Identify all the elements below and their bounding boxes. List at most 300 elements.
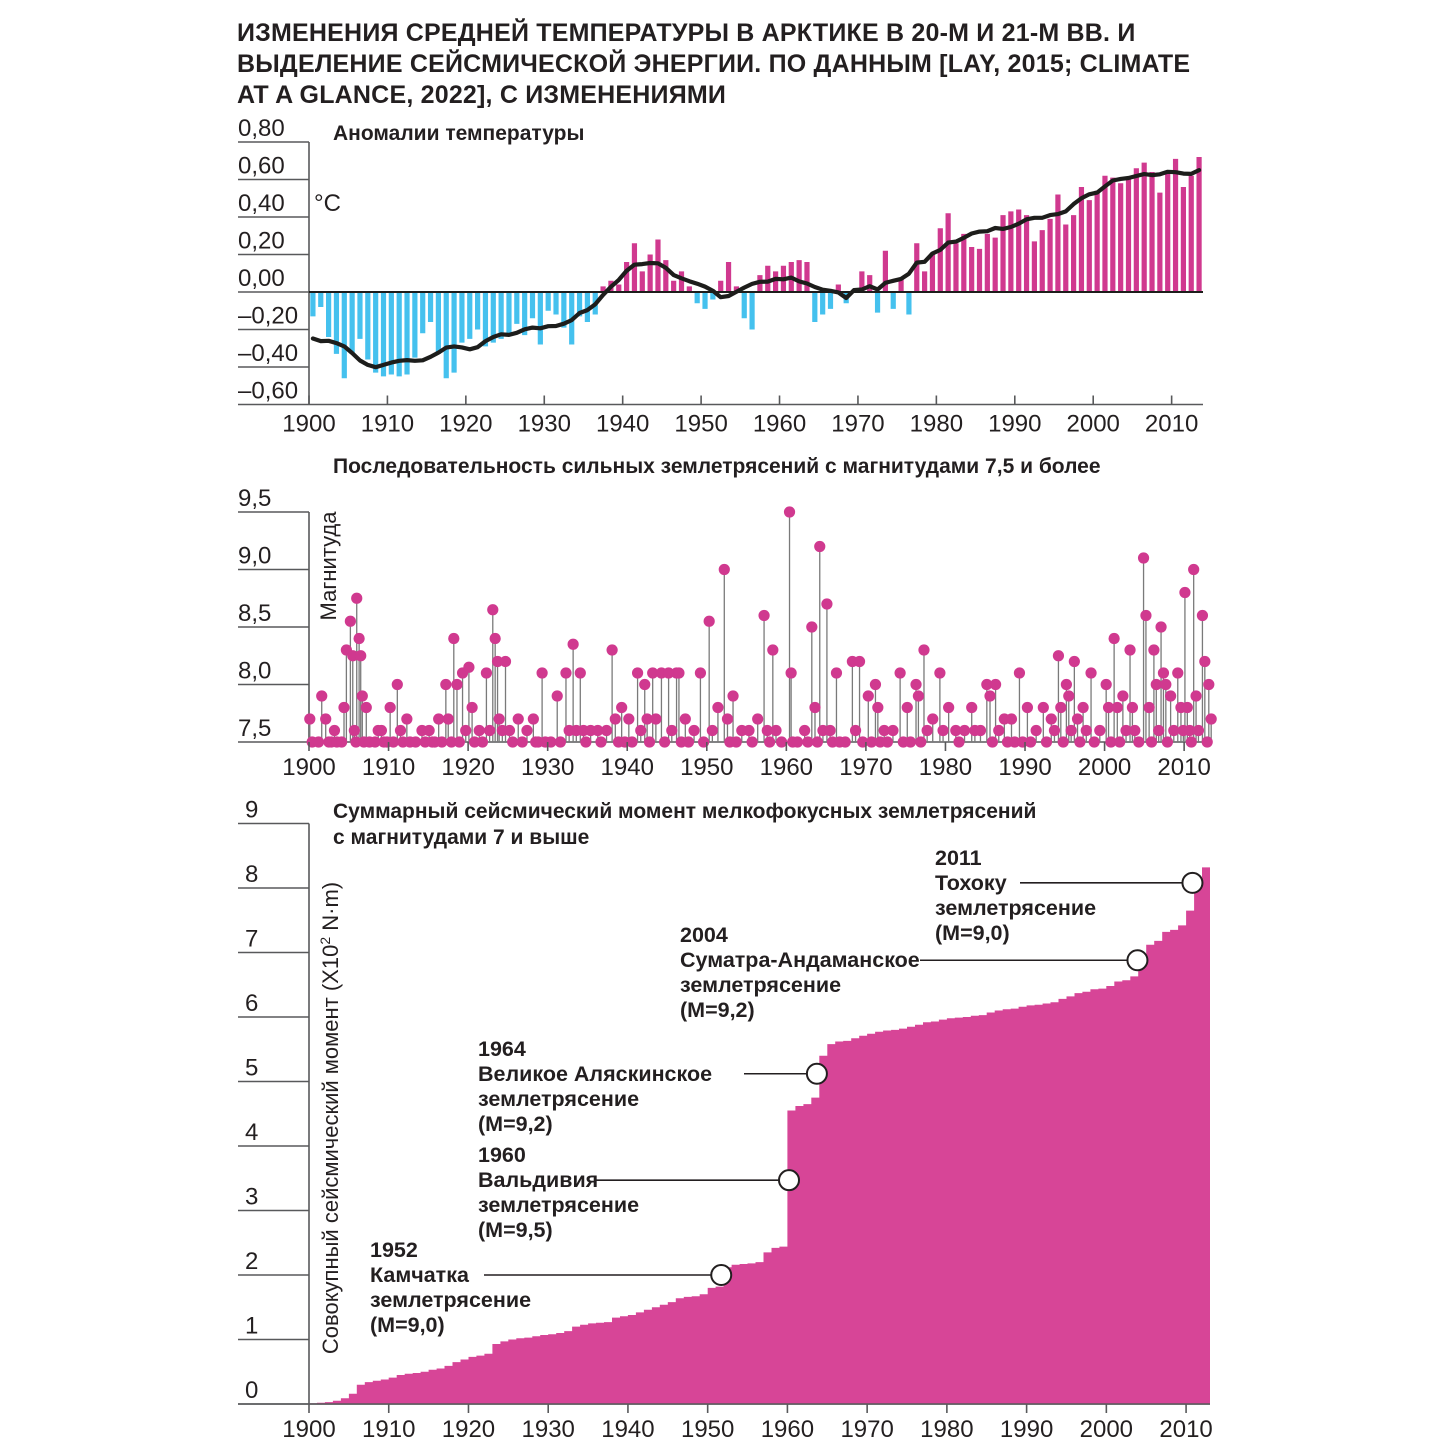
earthquake-dot: [905, 736, 916, 747]
temperature-bar: [538, 292, 543, 345]
annotation-marker: [711, 1265, 731, 1285]
y-tick-label: 3: [245, 1183, 259, 1211]
x-tick-label: 1990: [999, 1416, 1054, 1440]
earthquake-dot: [959, 725, 970, 736]
temperature-bar: [922, 271, 927, 292]
earthquake-dot: [747, 736, 758, 747]
annotation-marker: [779, 1170, 799, 1190]
y-tick-label: 7: [245, 925, 259, 953]
earthquake-dot: [1168, 725, 1179, 736]
earthquake-dot: [595, 736, 606, 747]
x-tick-label: 1990: [998, 754, 1052, 781]
earthquake-dot: [882, 736, 893, 747]
temperature-bar: [444, 292, 449, 378]
earthquake-dot: [338, 702, 349, 713]
x-tick-label: 2000: [1079, 1416, 1134, 1440]
y-tick-label: –0,40: [238, 340, 299, 367]
temperature-bar: [553, 292, 558, 315]
temperature-bar: [326, 292, 331, 337]
annotation-year: 1960: [478, 1143, 526, 1168]
earthquake-dot: [895, 667, 906, 678]
temperature-bar: [1102, 176, 1107, 292]
temperature-bar: [467, 292, 472, 339]
earthquake-dot: [1199, 656, 1210, 667]
temperature-bar: [475, 292, 480, 330]
earthquake-dot: [1046, 713, 1057, 724]
earthquake-dot: [1138, 552, 1149, 563]
earthquake-dot: [1074, 736, 1085, 747]
y-tick-label: 0,00: [238, 265, 285, 292]
x-tick-label: 1900: [282, 410, 336, 438]
earthquake-dot: [1202, 736, 1213, 747]
earthquake-dot: [1061, 679, 1072, 690]
earthquake-dot: [1117, 690, 1128, 701]
earthquake-dot: [770, 725, 781, 736]
annotation-line2: землетрясение: [478, 1193, 640, 1218]
earthquake-dot: [1031, 725, 1042, 736]
temperature-bar: [953, 243, 958, 292]
temperature-bar: [1040, 230, 1045, 292]
temperature-bar: [436, 292, 441, 354]
annotation-name: Камчатка: [370, 1263, 469, 1287]
earthquake-dot: [937, 725, 948, 736]
earthquake-dot: [336, 736, 347, 747]
earthquake-dot: [507, 736, 518, 747]
earthquake-dot: [537, 667, 548, 678]
temperature-bar: [616, 285, 621, 293]
annotation-line2: землетрясение: [370, 1288, 532, 1312]
earthquake-dot: [349, 725, 360, 736]
earthquake-dot: [1089, 736, 1100, 747]
annotation-year: 2004: [680, 923, 728, 948]
earthquake-dot: [712, 702, 723, 713]
temperature-bar: [726, 262, 731, 292]
earthquake-dot: [1127, 702, 1138, 713]
earthquake-dot: [673, 667, 684, 678]
x-tick-label: 1950: [680, 754, 734, 781]
earthquake-dot: [812, 736, 823, 747]
y-tick-label: 9,5: [238, 485, 272, 512]
earthquake-dot: [560, 667, 571, 678]
earthquake-dot: [601, 725, 612, 736]
earthquake-dot: [466, 702, 477, 713]
earthquake-dot: [575, 667, 586, 678]
y-tick-label: 9: [245, 796, 259, 824]
temperature-bar: [718, 281, 723, 292]
earthquake-dot: [388, 736, 399, 747]
earthquake-dot: [1006, 713, 1017, 724]
earthquake-dot: [1129, 725, 1140, 736]
annotation-marker: [1127, 950, 1147, 970]
earthquake-dot: [607, 644, 618, 655]
earthquake-dot: [650, 713, 661, 724]
annotation-marker: [1182, 873, 1202, 893]
earthquake-dot: [454, 736, 465, 747]
temperature-bar: [350, 292, 355, 354]
temperature-bar: [671, 281, 676, 292]
temperature-bar: [993, 238, 998, 292]
earthquake-dot: [927, 713, 938, 724]
earthquake-dot: [626, 736, 637, 747]
temperature-bar: [640, 271, 645, 292]
earthquake-dot: [623, 713, 634, 724]
earthquake-dot: [743, 725, 754, 736]
earthquake-dot: [521, 725, 532, 736]
celsius-unit-label: °C: [314, 190, 341, 217]
earthquake-dot: [792, 736, 803, 747]
earthquake-dot: [1133, 736, 1144, 747]
temperature-bar: [342, 292, 347, 378]
temperature-bar: [357, 292, 362, 339]
temperature-bar: [969, 247, 974, 292]
y-tick-label: 8,5: [238, 600, 272, 627]
earthquake-dot: [1197, 610, 1208, 621]
earthquake-dot: [707, 725, 718, 736]
earthquake-dot: [639, 679, 650, 690]
earthquake-dot: [683, 736, 694, 747]
moment-chart-title-line1: Суммарный сейсмический момент мелкофокусных землетрясений: [333, 800, 1037, 823]
temperature-bar: [1063, 225, 1068, 293]
x-tick-label: 1900: [282, 754, 336, 781]
temperature-bar: [1047, 219, 1052, 292]
earthquake-dots: [304, 506, 1217, 747]
temperature-bars: [310, 157, 1201, 378]
temperature-bar: [506, 292, 511, 335]
earthquake-dot: [355, 650, 366, 661]
moment-chart: [238, 797, 1213, 1440]
temperature-bar: [679, 271, 684, 292]
y-tick-label: 0: [245, 1377, 259, 1404]
earthquake-dot: [993, 725, 1004, 736]
earthquake-dot: [494, 713, 505, 724]
x-tick-label: 1930: [520, 754, 575, 781]
earthquake-dot: [975, 725, 986, 736]
x-tick-label: 1970: [840, 1416, 894, 1440]
x-tick-label: 1920: [441, 754, 495, 781]
earthquake-dot: [500, 656, 511, 667]
annotation-year: 1964: [478, 1036, 526, 1061]
annotation-name: Тохоку: [935, 870, 1007, 895]
earthquake-dot: [616, 702, 627, 713]
temperature-bar: [1110, 178, 1115, 292]
earthquake-dot: [784, 506, 795, 517]
x-tick-label: 1920: [441, 1416, 496, 1440]
earthquake-dot: [351, 593, 362, 604]
x-tick-label: 2010: [1157, 754, 1211, 781]
earthquake-dot: [487, 604, 498, 615]
earthquake-dot: [448, 633, 459, 644]
earthquake-dot: [376, 725, 387, 736]
temperature-bar: [499, 292, 504, 339]
temperature-bar: [1055, 195, 1060, 293]
earthquake-dot: [357, 690, 368, 701]
earthquake-dot: [1186, 736, 1197, 747]
page-title: ИЗМЕНЕНИЯ СРЕДНЕЙ ТЕМПЕРАТУРЫ В АРКТИКЕ В 20-М И 21-М ВВ. И ВЫДЕЛЕНИЕ СЕЙСМИЧЕСКОЙ ЭНЕРГИИ. ПО ДАННЫМ [LAY, 2015; CLIMATE AT A GLANCE, 2022], С ИЗМЕНЕНИЯМИ: [237, 19, 1191, 109]
x-tick-label: 1950: [680, 1416, 735, 1440]
temperature-bar: [420, 292, 425, 333]
moment-axis-label: Совокупный сейсмический момент ($X10^2$ N·m): [317, 881, 343, 1355]
earthquake-dot: [1053, 650, 1064, 661]
temperature-bar: [1181, 187, 1186, 292]
earthquake-dot: [443, 713, 454, 724]
earthquake-dot: [1146, 736, 1157, 747]
x-tick-label: 1920: [439, 410, 493, 438]
earthquake-dot: [1206, 713, 1217, 724]
temperature-bar: [946, 213, 951, 292]
temperature-bar: [1157, 193, 1162, 292]
y-tick-label: 0,80: [238, 115, 285, 142]
temperature-bar: [1142, 163, 1147, 292]
temperature-bar: [961, 234, 966, 292]
x-tick-label: 1900: [282, 1416, 336, 1440]
earthquake-dot: [1081, 725, 1092, 736]
earthquake-dot: [1148, 644, 1159, 655]
temperature-bar: [546, 292, 551, 311]
x-tick-label: 1960: [760, 1416, 815, 1440]
earthquake-dot: [902, 702, 913, 713]
x-tick-label: 2010: [1144, 410, 1199, 438]
earthquake-dot: [990, 679, 1001, 690]
earthquake-dot: [1162, 736, 1173, 747]
earthquake-dot: [513, 713, 524, 724]
earthquake-dot: [688, 725, 699, 736]
earthquake-dot: [987, 736, 998, 747]
earthquake-dot: [1109, 633, 1120, 644]
earthquake-dot: [806, 621, 817, 632]
earthquake-dot: [361, 702, 372, 713]
earthquake-dot: [943, 702, 954, 713]
earthquake-dot: [1124, 644, 1135, 655]
moment-chart-title-line2: с магнитудами 7 и выше: [333, 826, 590, 849]
earthquake-stems: [310, 512, 1211, 742]
earthquake-dot: [870, 679, 881, 690]
earthquake-dot: [1190, 690, 1201, 701]
earthquake-dot: [1063, 690, 1074, 701]
earthquake-dot: [840, 736, 851, 747]
x-tick-label: 1910: [360, 410, 415, 438]
x-tick-label: 1950: [674, 410, 728, 438]
earthquake-dot: [722, 713, 733, 724]
x-tick-label: 1930: [517, 410, 571, 438]
earthquake-dot: [752, 713, 763, 724]
earthquake-dot: [814, 541, 825, 552]
temperature-bar: [702, 292, 707, 309]
temperature-bar: [1196, 157, 1201, 292]
earthquake-dot: [528, 713, 539, 724]
temperature-bar: [1095, 191, 1100, 292]
earthquake-dot: [1066, 725, 1077, 736]
temperature-bar: [412, 292, 417, 358]
earthquake-dot: [1158, 667, 1169, 678]
temperature-bar: [459, 292, 464, 343]
earthquake-dot: [632, 667, 643, 678]
earthquake-dot: [1188, 564, 1199, 575]
earthquake-dot: [776, 736, 787, 747]
temperature-bar: [797, 260, 802, 292]
temperature-bar: [373, 292, 378, 373]
earthquake-dot: [695, 667, 706, 678]
earthquake-dot: [410, 736, 421, 747]
x-tick-label: 1940: [595, 410, 650, 438]
earthquake-dot: [1160, 679, 1171, 690]
earthquake-dot: [758, 610, 769, 621]
earthquake-dot: [1182, 702, 1193, 713]
earthquake-dot: [385, 702, 396, 713]
temperature-bar: [1032, 241, 1037, 292]
earthquake-dot: [934, 667, 945, 678]
temperature-bar: [310, 292, 315, 316]
temperature-bar: [624, 262, 629, 292]
temperature-bar: [804, 262, 809, 292]
temperature-chart-title: Аномалии температуры: [333, 122, 585, 145]
earthquake-dot: [610, 713, 621, 724]
temperature-bar: [749, 292, 754, 330]
y-tick-label: 0,20: [238, 227, 285, 255]
temperature-bar: [397, 292, 402, 376]
earthquake-dot: [555, 736, 566, 747]
temperature-bar: [1165, 172, 1170, 292]
temperature-bar: [906, 292, 911, 315]
x-tick-label: 1980: [920, 1416, 974, 1440]
earthquake-dot: [1022, 702, 1033, 713]
earthquake-dot: [484, 725, 495, 736]
earthquake-dot: [644, 736, 655, 747]
earthquake-dot: [460, 725, 471, 736]
temperature-bar: [1149, 172, 1154, 292]
annotation-name: Суматра-Андаманское: [680, 948, 920, 973]
earthquake-dot: [1112, 702, 1123, 713]
y-tick-label: 9,0: [238, 542, 272, 570]
x-tick-label: 1970: [839, 754, 893, 781]
temperature-bar: [1008, 211, 1013, 292]
y-tick-label: 0,40: [238, 190, 285, 217]
temperature-bar: [514, 292, 519, 324]
y-tick-label: 0,60: [238, 152, 285, 180]
earthquake-dot: [401, 713, 412, 724]
earthquake-dot: [850, 725, 861, 736]
temperature-bar: [875, 292, 880, 313]
y-tick-label: 8,0: [238, 657, 272, 685]
earthquake-dot: [313, 736, 324, 747]
earthquake-dot: [304, 713, 315, 724]
earthquake-dot: [1153, 725, 1164, 736]
earthquake-dot: [966, 702, 977, 713]
earthquake-dot: [910, 679, 921, 690]
x-tick-label: 2010: [1159, 1416, 1213, 1440]
earthquake-chart: [238, 485, 1217, 781]
temperature-bar: [451, 292, 456, 373]
temperature-bar: [891, 292, 896, 309]
earthquake-dot: [872, 702, 883, 713]
annotation-name: Вальдивия: [478, 1168, 599, 1193]
temperature-bar: [1087, 200, 1092, 292]
temperature-bar: [938, 228, 943, 292]
earthquake-dot: [953, 736, 964, 747]
temperature-bar: [742, 292, 747, 318]
earthquake-dot: [764, 736, 775, 747]
earthquake-dot: [580, 736, 591, 747]
earthquake-dot: [809, 702, 820, 713]
x-tick-label: 1940: [600, 754, 654, 781]
earthquake-dot: [1041, 736, 1052, 747]
earthquake-dot: [329, 725, 340, 736]
annotation-marker: [807, 1064, 827, 1084]
x-tick-label: 1910: [362, 1416, 416, 1440]
earthquake-dot: [913, 690, 924, 701]
earthquake-dot: [1151, 679, 1162, 690]
earthquake-dot: [436, 736, 447, 747]
temperature-bar: [695, 292, 700, 303]
earthquake-dot: [552, 690, 563, 701]
y-tick-label: 5: [245, 1054, 259, 1082]
temperature-bar: [1079, 187, 1084, 292]
temperature-bar: [828, 292, 833, 309]
earthquake-dot: [1155, 621, 1166, 632]
earthquake-dot: [463, 662, 474, 673]
earthquake-dot: [451, 679, 462, 690]
earthquake-dot: [727, 690, 738, 701]
earthquake-dot: [887, 725, 898, 736]
earthquake-dot: [481, 667, 492, 678]
earthquake-dot: [802, 736, 813, 747]
annotation-line3: (М=9,2): [478, 1111, 553, 1136]
earthquake-dot: [1203, 679, 1214, 690]
temperature-bar: [977, 249, 982, 292]
earthquake-dot: [719, 564, 730, 575]
earthquake-dot: [1114, 736, 1125, 747]
y-tick-label: 1: [245, 1312, 259, 1340]
y-tick-label: 7,5: [238, 715, 272, 742]
temperature-bar: [648, 255, 653, 293]
annotation-line3: (М=9,5): [478, 1218, 553, 1243]
earthquake-dot: [786, 667, 797, 678]
temperature-bar: [318, 292, 323, 307]
x-tick-label: 1980: [918, 754, 973, 781]
earthquake-dot: [440, 679, 451, 690]
temperature-bar: [985, 234, 990, 292]
earthquake-dot: [1038, 702, 1049, 713]
temperature-chart: [238, 115, 1203, 438]
earthquake-dot: [477, 736, 488, 747]
y-tick-label: –0,20: [238, 302, 299, 330]
annotation-1960: [478, 1143, 799, 1242]
earthquake-dot: [922, 725, 933, 736]
y-tick-label: 4: [245, 1119, 259, 1146]
earthquake-dot: [854, 656, 865, 667]
earthquake-dot: [1058, 736, 1069, 747]
annotation-line2: землетрясение: [935, 895, 1097, 920]
earthquake-dot: [1049, 725, 1060, 736]
earthquake-dot: [1014, 667, 1025, 678]
earthquake-dot: [395, 725, 406, 736]
earthquake-dot: [767, 644, 778, 655]
earthquake-dot: [863, 690, 874, 701]
earthquake-dot: [1085, 667, 1096, 678]
earthquake-dot: [915, 736, 926, 747]
earthquake-dot: [1144, 702, 1155, 713]
annotation-line2: землетрясение: [680, 973, 842, 998]
earthquake-dot: [821, 598, 832, 609]
magnitude-axis-label: Магнитуда: [316, 511, 341, 621]
temperature-bar: [1126, 180, 1131, 293]
y-tick-label: 2: [245, 1248, 259, 1275]
temperature-bar: [1071, 215, 1076, 292]
earthquake-dot: [354, 633, 365, 644]
earthquake-dot: [831, 667, 842, 678]
annotation-line3: (М=9,2): [680, 998, 755, 1023]
earthquake-dot: [474, 725, 485, 736]
temperature-bar: [428, 292, 433, 322]
